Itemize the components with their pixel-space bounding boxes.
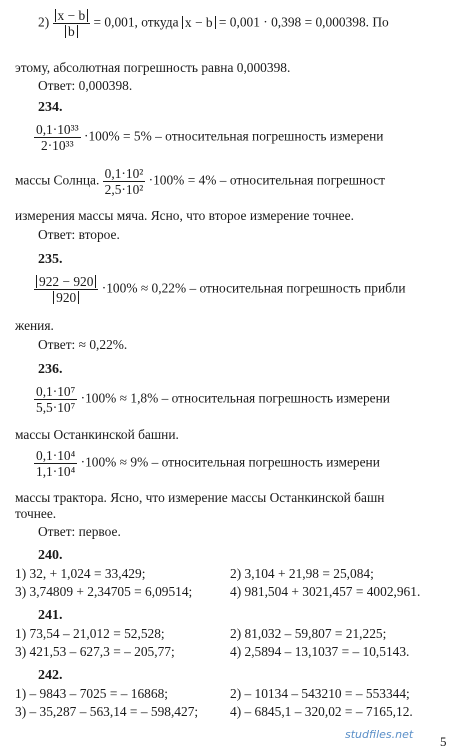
list-item: 4) – 6845,1 – 320,02 = – 7165,12. xyxy=(230,704,413,719)
problem-234-line-1: $\frac{\text{0,1·10³³}}{\text{2·10³³}}$ ·100% = 5% – относительная погрешность измерени xyxy=(36,122,384,153)
list-item: 2) – 10134 – 543210 = – 553344; xyxy=(230,686,410,701)
problem-236-line-2: массы Останкинской башни. xyxy=(15,427,179,442)
problem-235-line-2: жения. xyxy=(15,318,54,333)
problem-236-line-3: $\frac{\text{0,1·10⁴}}{\text{1,1·10⁴}}$ ·100% ≈ 9% – относительная погрешность измерени xyxy=(36,448,380,479)
intro-line-2: этому, абсолютная погрешность равна 0,000398. xyxy=(15,60,291,75)
problem-236-fraction-2: $\frac{\text{0,1·10⁴}}{\text{1,1·10⁴}}$ xyxy=(36,448,76,479)
problem-234-fraction-2: $\frac{\text{0,1·10²}}{\text{2,5·10²}}$ xyxy=(104,166,144,197)
list-item: 1) 73,54 – 21,012 = 52,528; xyxy=(15,626,165,641)
problem-234-number: 234. xyxy=(38,100,63,115)
problem-234-fraction-1: $\frac{\text{0,1·10³³}}{\text{2·10³³}}$ xyxy=(36,122,79,153)
list-item: 3) 421,53 – 627,3 = – 205,77; xyxy=(15,644,175,659)
problem-236-line-5: точнее. xyxy=(15,506,57,521)
problem-236-line-4: массы трактора. Ясно, что измерение массы Останкинской башн xyxy=(15,490,385,505)
problem-242-number: 242. xyxy=(38,668,63,683)
problem-236-number: 236. xyxy=(38,362,63,377)
watermark: studfiles.net xyxy=(345,728,414,741)
intro-fraction: $\frac{x - b}{b}$ xyxy=(53,8,91,39)
problem-236-answer: Ответ: первое. xyxy=(38,524,121,539)
list-item: 2) 81,032 – 59,807 = 21,225; xyxy=(230,626,387,641)
problem-234-line-2: массы Солнца. $\frac{\text{0,1·10²}}{\text{2,5·10²}}$ ·100% = 4% – относительная погрешност xyxy=(15,166,385,197)
problem-235-fraction: $\frac{922 - 920}{920}$ xyxy=(34,274,98,305)
list-item: 2) 3,104 + 21,98 = 25,084; xyxy=(230,566,374,581)
list-item: 3) – 35,287 – 563,14 = – 598,427; xyxy=(15,704,199,719)
problem-240-number: 240. xyxy=(38,548,63,563)
list-item: 1) 32, + 1,024 = 33,429; xyxy=(15,566,146,581)
problem-235-answer: Ответ: ≈ 0,22%. xyxy=(38,337,128,352)
list-item: 3) 3,74809 + 2,34705 = 6,09514; xyxy=(15,584,193,599)
problem-234-answer: Ответ: второе. xyxy=(38,227,120,242)
problem-236-fraction-1: $\frac{\text{0,1·10⁷}}{\text{5,5·10⁷}}$ xyxy=(36,384,76,415)
list-item: 1) – 9843 – 7025 = – 16868; xyxy=(15,686,168,701)
problem-236-line-1: $\frac{\text{0,1·10⁷}}{\text{5,5·10⁷}}$ ·100% ≈ 1,8% – относительная погрешность измерени xyxy=(36,384,390,415)
intro-answer: Ответ: 0,000398. xyxy=(38,78,133,93)
problem-235-line-1: $\frac{922 - 920}{920}$ ·100% ≈ 0,22% – относительная погрешность прибли xyxy=(34,274,405,305)
problem-234-line-3: измерения массы мяча. Ясно, что второе измерение точнее. xyxy=(15,208,354,223)
problem-241-number: 241. xyxy=(38,608,63,623)
intro-line-1: 2) $\frac{x - b}{b}$ = 0,001, откуда x − b = 0,001 · 0,398 = 0,000398. По xyxy=(38,8,389,39)
list-item: 4) 981,504 + 3021,457 = 4002,961. xyxy=(230,584,421,599)
list-item: 4) 2,5894 – 13,1037 = – 10,5143. xyxy=(230,644,410,659)
page-number: 5 xyxy=(440,734,447,749)
problem-235-number: 235. xyxy=(38,252,63,267)
